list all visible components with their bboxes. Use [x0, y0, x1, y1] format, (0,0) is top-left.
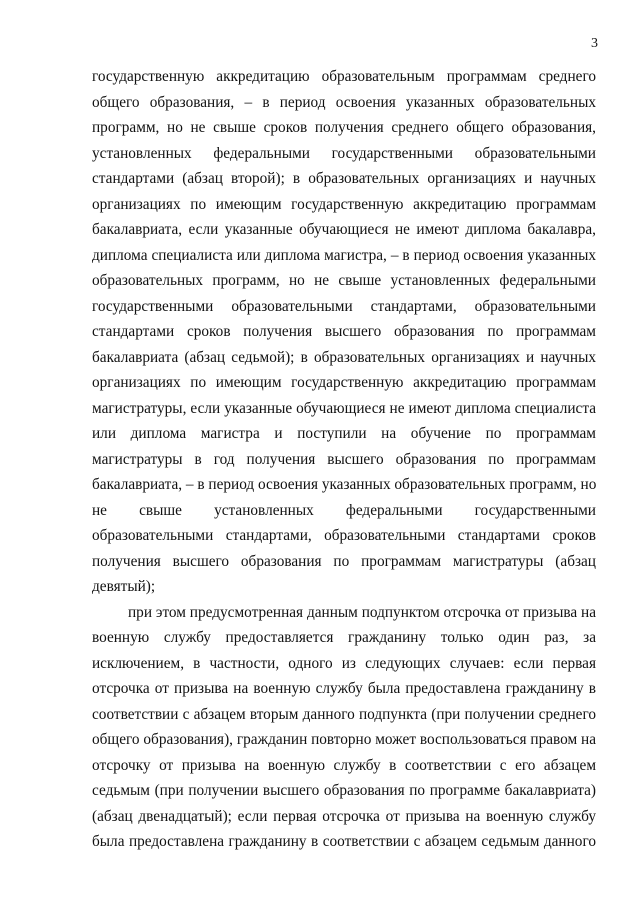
text-line: не свыше установленных федеральными государственными [92, 501, 596, 519]
text-line: стандартами (абзац второй); в образовательных организациях и научных [92, 170, 596, 187]
text-line: исключением, в частности, одного из следующих случаев: если первая [92, 654, 596, 672]
text-line: седьмым (при получении высшего образования по программе бакалавриата) [92, 782, 596, 799]
text-line: была предоставлена гражданину в соответствии с абзацем седьмым данного [92, 833, 596, 850]
text-line: бакалавриата (абзац седьмой); в образовательных организациях и научных [92, 348, 596, 366]
page-number: 3 [591, 36, 598, 51]
text-line: отсрочку от призыва на военную службу в соответствии с его абзацем [92, 756, 596, 774]
text-line: организациях по имеющим государственную аккредитацию программам [92, 195, 596, 213]
text-line: организациях по имеющим государственную аккредитацию программам [92, 374, 596, 391]
text-line: девятый); [92, 578, 156, 595]
text-line: магистратуры в год получения высшего образования по программам [92, 450, 596, 468]
text-line: при этом предусмотренная данным подпунктом отсрочка от призыва на [128, 603, 596, 621]
text-line: военную службу предоставляется гражданину только один раз, за [92, 629, 596, 646]
text-line: государственными образовательными стандартами, образовательными [92, 297, 596, 315]
text-line: бакалавриата, – в период освоения указанных образовательных программ, но [92, 476, 596, 493]
text-line: установленных федеральными государственными образовательными [92, 144, 596, 162]
text-line: диплома специалиста или диплома магистра, – в период освоения указанных [92, 246, 596, 264]
text-line: бакалавриата, если указанные обучающиеся не имеют диплома бакалавра, [92, 221, 596, 238]
text-line: стандартами сроков получения высшего образования по программам [92, 323, 596, 340]
text-line: получения высшего образования по программам магистратуры (абзац [92, 552, 596, 570]
text-line: образовательными стандартами, образовательными стандартами сроков [92, 527, 596, 544]
text-line: общего образования), гражданин повторно может воспользоваться правом на [92, 731, 596, 748]
document-body [92, 64, 596, 855]
text-line: государственную аккредитацию образовательным программам среднего [92, 68, 596, 85]
paragraph [92, 64, 596, 600]
text-line: (абзац двенадцатый); если первая отсрочка от призыва на военную службу [92, 807, 596, 825]
text-line: общего образования, – в период освоения указанных образовательных [92, 93, 596, 111]
text-line: или диплома магистра и поступили на обучение по программам [92, 425, 596, 442]
text-line: программ, но не свыше сроков получения среднего общего образования, [92, 119, 596, 136]
paragraph [92, 600, 596, 855]
text-line: магистратуры, если указанные обучающиеся не имеют диплома специалиста [92, 399, 596, 417]
text-line: отсрочка от призыва на военную службу была предоставлена гражданину в [92, 680, 596, 697]
text-line: соответствии с абзацем вторым данного подпункта (при получении среднего [92, 705, 596, 723]
text-line: образовательных программ, но не свыше установленных федеральными [92, 272, 596, 289]
